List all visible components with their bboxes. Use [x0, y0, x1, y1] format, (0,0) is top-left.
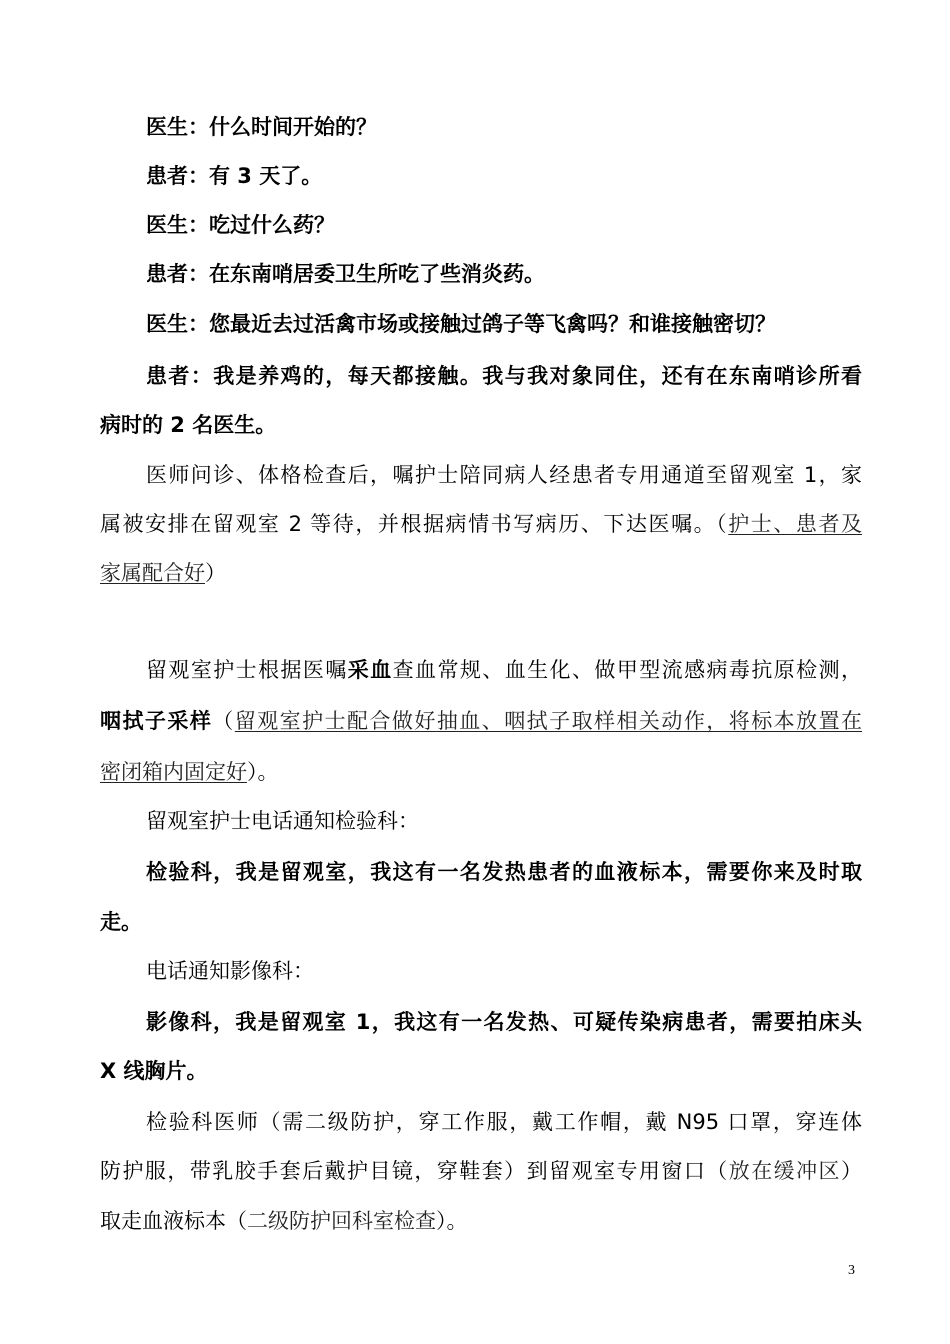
para2-annotation-end: 密闭箱内固定好: [100, 760, 247, 784]
dialogue-line-5: 医生：您最近去过活禽市场或接触过鸽子等飞禽吗？和谁接触密切？: [146, 312, 776, 336]
para2-line-1: [146, 655, 862, 685]
para1-line-2: [100, 509, 862, 539]
dialogue-line-2: 患者：有 3 天了。: [146, 164, 323, 188]
dialogue-line-6a: 患者：我是养鸡的，每天都接触。我与我对象同住，还有在东南哨诊所看: [146, 364, 862, 388]
para2-throat-swab: 咽拭子采样: [100, 709, 213, 733]
para2-line-1-pre: 留观室护士根据医嘱: [146, 658, 348, 682]
call-lab-line-2: 走。: [100, 910, 142, 934]
para3-buffer-zone-note: 放在缓冲区: [728, 1159, 842, 1183]
para1-close-paren: ）: [205, 561, 226, 585]
para2-close-paren: ）。: [247, 760, 279, 784]
para2-line-1-post: 查血常规、血生化、做甲型流感病毒抗原检测，: [392, 658, 863, 682]
para2-line-3: [100, 757, 862, 787]
call-imaging-line-1: 影像科，我是留观室 1，我这有一名发热、可疑传染病患者，需要拍床头: [146, 1010, 862, 1034]
call-lab-intro: 留观室护士电话通知检验科：: [146, 809, 419, 833]
page-number: 3: [848, 1263, 855, 1278]
call-lab-line-1: 检验科，我是留观室，我这有一名发热患者的血液标本，需要你来及时取: [146, 860, 862, 884]
para2-annotation-start: 留观室护士配合做好抽血、咽拭子取样相关动作，将标本放置在: [234, 709, 863, 733]
para3-line-3: [100, 1206, 862, 1236]
para1-line-2-text: 属被安排在留观室 2 等待，并根据病情书写病历、下达医嘱。（: [100, 512, 729, 536]
para1-annotation-end: 家属配合好: [100, 561, 205, 585]
call-imaging-intro: 电话通知影像科：: [146, 959, 314, 983]
dialogue-line-3: 医生：吃过什么药？: [146, 213, 335, 237]
para3-protection-note: 二级防护回科室检查: [247, 1209, 436, 1233]
para3-line-2-pre: 防护服，带乳胶手套后戴护目镜，穿鞋套）到留观室专用窗口（: [100, 1159, 729, 1183]
para2-open-paren: （: [212, 709, 235, 733]
dialogue-line-1: 医生：什么时间开始的？: [146, 115, 377, 139]
para3-line-2-end: ）: [841, 1159, 863, 1183]
para3-line-1: 检验科医师（需二级防护，穿工作服，戴工作帽，戴 N95 口罩，穿连体: [146, 1110, 862, 1134]
para3-line-3-pre: 取走血液标本（: [100, 1209, 247, 1233]
call-imaging-line-2: X 线胸片。: [100, 1059, 208, 1083]
para1-annotation-start: 护士、患者及: [728, 512, 862, 536]
para2-blood-sampling: 采血: [347, 658, 393, 682]
para2-line-2: [100, 706, 862, 736]
para1-line-1: 医师问诊、体格检查后，嘱护士陪同病人经患者专用通道至留观室 1，家: [146, 463, 862, 487]
dialogue-line-4: 患者：在东南哨居委卫生所吃了些消炎药。: [146, 262, 545, 286]
dialogue-line-6b: 病时的 2 名医生。: [100, 413, 277, 437]
para1-line-3: [100, 558, 862, 588]
para3-line-2: [100, 1156, 862, 1186]
para3-line-3-end: ）。: [436, 1209, 468, 1233]
